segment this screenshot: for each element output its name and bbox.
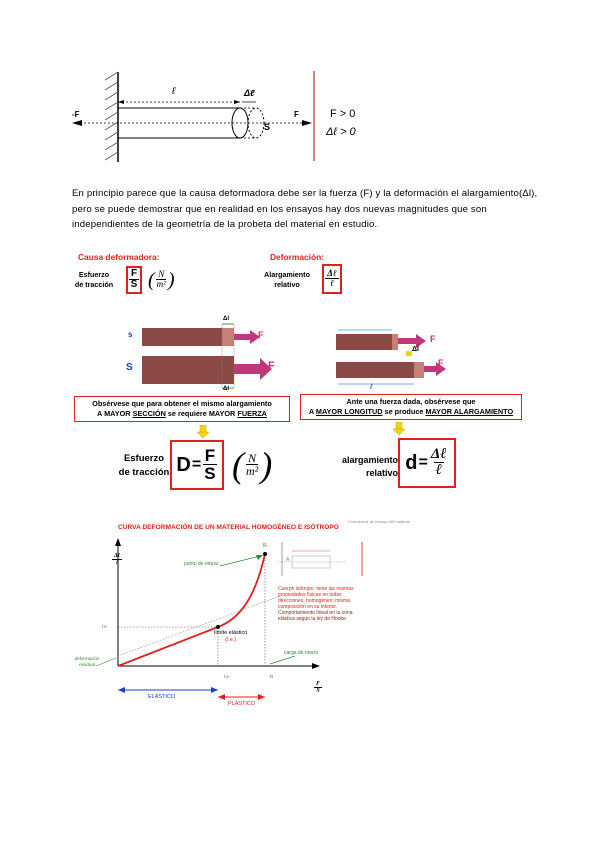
cause-fraction-box [126,266,142,294]
formula-left-den: S [204,464,216,484]
note-right-line1: Ante una fuerza dada, obsérvese que [346,397,476,406]
deformation-label-line1: Alargamiento [264,270,310,279]
r-x-label: R [270,674,274,679]
formula-left-fraction [202,447,217,483]
deformation-frac-den: ℓ [330,278,334,289]
figure-bar-diagram [60,66,360,166]
intro-paragraph: En principio parece que la causa deformadora debe ser la fuerza (F) y la deformación el alargamiento(Δl), pero se puede demostrar que en realidad en los ensayos hay dos nuevas magnitudes que son independientes de la geometría de la probeta del material en estudio. [72,188,538,231]
note-right-a: A [308,407,316,416]
deformation-label-line2: relativo [274,280,300,289]
x-axis-den: S [316,688,320,694]
formula-left-equals: = [191,456,202,473]
note-right-c: se produce [382,407,426,416]
condition-elongation: Δℓ > 0 [326,126,356,138]
force-top-label: F [258,330,264,340]
elastic-limit-label [214,630,247,644]
residual-line1: deformación [74,656,100,661]
formula-left-unit-num: N [248,451,257,466]
note-right [300,394,522,420]
formula-left-unit-den: m² [246,464,259,479]
formula-left-line2: de tracción [118,467,170,478]
y-axis-label [112,544,122,566]
formula-right-line2: relativo [365,468,398,478]
bars-right-delta-label: Δl [412,346,419,353]
curve-notes-dark: Comportamiento lineal en la zona elástica según la ley de Hooke. [278,610,353,622]
note-right-b: MAYOR LONGITUD [315,407,383,416]
formula-right-num: Δℓ [430,446,447,463]
formula-right-label [326,454,398,480]
cause-unit-num: N [158,269,165,280]
formula-left-label [114,452,174,480]
elastic-label: ELÁSTICO [148,694,176,700]
curve-title: CURVA DEFORMACIÓN DE UN MATERIAL HOMOGÉNEO E ISÓTROPO [118,524,339,531]
formula-right-fraction [429,447,449,479]
note-left-d: FUERZA [237,409,267,418]
formula-left-units: ( $\frac{N}{\text{m²}}$ ) [232,445,273,485]
force-left-label: -F [72,110,80,119]
residual-line2: residual [79,662,95,667]
y-axis-num: Δℓ [114,553,121,559]
elastic-limit-line2: (l.e.) [225,637,237,643]
note-left-line2 [75,409,289,419]
rupture-load-label: carga de rotura [284,650,318,656]
delta-top-label: Δl [223,316,229,322]
section-small-label: s [128,330,133,339]
bars-right-force-top: F [430,334,436,344]
section-label: S [264,122,271,132]
curve-diagram [70,534,470,714]
deformation-header: Deformación: [270,252,324,262]
bars-right-svg [330,322,450,392]
point-r-label: R [263,543,267,549]
arrow-down-left-icon [196,425,210,439]
cause-header: Causa deformadora: [78,252,160,262]
bars-left-svg [120,316,280,394]
cause-units: ( $\frac{N}{\text{m²}}$ ) [148,268,175,291]
bar-diagram-svg [60,66,360,166]
bars-right-illustration [330,322,450,392]
formula-right-equals: = [418,454,428,471]
note-right-d: MAYOR ALARGAMIENTO [425,407,514,416]
point-a-label: A [286,557,290,563]
y-axis-den: ℓ [115,560,119,566]
cause-fraction [129,269,140,291]
formula-right-box [398,438,456,488]
x-axis-num: F [316,681,321,687]
delta-bottom-label: Δl [223,386,229,392]
deformation-fraction [325,269,339,288]
cause-label [66,270,122,290]
formula-right-den: ℓ [435,462,442,479]
curve-legend-grey: Frecuencia de ensayo del material [348,519,410,524]
bars-right-length-label: ℓ [370,382,373,391]
note-left-b: SECCIÓN [132,409,166,418]
section-big-label: S [126,362,133,373]
curve-svg [70,534,470,714]
cause-unit-den: m² [156,279,166,290]
cause-frac-num: F [130,268,138,280]
deformation-label [258,270,316,290]
cause-frac-den: S [130,279,138,291]
note-left-c: se requiere MAYOR [165,409,238,418]
cause-label-line1: Esfuerzo [78,270,110,279]
formula-right-symbol: d [405,451,418,474]
note-left-a: A MAYOR [97,409,133,418]
rupture-point-label: punto de rotura [184,561,218,567]
cause-label-line2: de tracción [74,280,114,289]
le-y-label: l.e [102,624,107,629]
note-left [74,396,290,422]
note-left-line1: Obsérvese que para obtener el mismo alargamiento [92,399,272,408]
formula-left-num: F [204,446,216,466]
x-axis-label [314,672,322,694]
plastic-label: PLÁSTICO [228,701,256,707]
formula-left-box [170,440,224,490]
deformation-frac-num: Δℓ [327,268,337,279]
delta-length-label: Δℓ [244,88,255,98]
note-right-line2 [301,407,521,417]
le-x-label: l.e. [224,674,231,679]
arrow-down-right-icon [392,422,406,436]
force-bottom-label: F [268,360,275,372]
length-label: ℓ [172,86,176,97]
bars-right-force-bottom: F [438,358,444,368]
curve-notes-red: Cuerpo isótropo: tiene las mismas propiedades físicas en todas direcciones; homogéneo: misma composición en su interior. [278,586,354,610]
force-right-label: F [294,110,299,119]
formula-left-line1: Esfuerzo [123,453,165,464]
formula-left-symbol: D [176,453,191,476]
formula-right-line1: alargamiento [341,455,398,465]
condition-force: F > 0 [330,108,356,120]
deformation-fraction-box [322,264,342,294]
residual-deformation-label [72,656,102,668]
elastic-limit-line1: límite elástico [214,630,248,636]
bars-left-illustration [120,316,280,394]
